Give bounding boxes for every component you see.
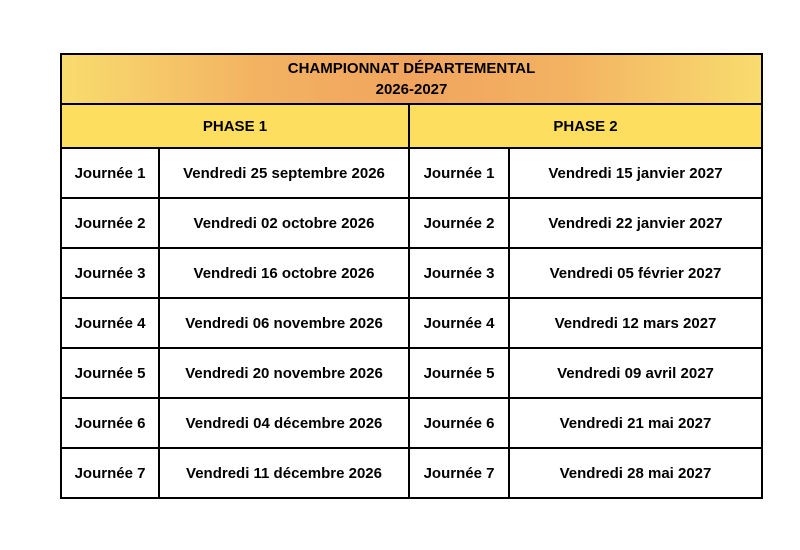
phase-2-day: Journée 4 xyxy=(409,298,509,348)
phase-1-date: Vendredi 11 décembre 2026 xyxy=(159,448,409,498)
phase-1-day: Journée 4 xyxy=(61,298,159,348)
table-row xyxy=(61,448,762,498)
title-row xyxy=(61,54,762,104)
phase-2-date: Vendredi 12 mars 2027 xyxy=(509,298,762,348)
phase-2-date: Vendredi 22 janvier 2027 xyxy=(509,198,762,248)
phase-1-header: PHASE 1 xyxy=(61,104,409,148)
table-row xyxy=(61,398,762,448)
phase-2-day: Journée 6 xyxy=(409,398,509,448)
phase-2-day: Journée 3 xyxy=(409,248,509,298)
schedule-table xyxy=(60,53,763,499)
phase-2-date: Vendredi 05 février 2027 xyxy=(509,248,762,298)
phase-2-day: Journée 7 xyxy=(409,448,509,498)
phase-1-day: Journée 6 xyxy=(61,398,159,448)
table-row xyxy=(61,248,762,298)
phase-1-date: Vendredi 02 octobre 2026 xyxy=(159,198,409,248)
table-row xyxy=(61,298,762,348)
phase-2-header: PHASE 2 xyxy=(409,104,762,148)
phase-2-date: Vendredi 15 janvier 2027 xyxy=(509,148,762,198)
phase-1-day: Journée 1 xyxy=(61,148,159,198)
phase-1-date: Vendredi 25 septembre 2026 xyxy=(159,148,409,198)
phase-2-date: Vendredi 21 mai 2027 xyxy=(509,398,762,448)
phase-1-day: Journée 7 xyxy=(61,448,159,498)
table-row xyxy=(61,198,762,248)
phase-2-date: Vendredi 28 mai 2027 xyxy=(509,448,762,498)
phase-2-day: Journée 1 xyxy=(409,148,509,198)
phase-2-date: Vendredi 09 avril 2027 xyxy=(509,348,762,398)
phase-1-day: Journée 5 xyxy=(61,348,159,398)
phase-1-day: Journée 3 xyxy=(61,248,159,298)
phase-header-row xyxy=(61,104,762,148)
phase-2-day: Journée 5 xyxy=(409,348,509,398)
table-row xyxy=(61,148,762,198)
phase-1-date: Vendredi 20 novembre 2026 xyxy=(159,348,409,398)
table-row xyxy=(61,348,762,398)
title-line-2: 2026-2027 xyxy=(375,81,448,98)
phase-1-date: Vendredi 06 novembre 2026 xyxy=(159,298,409,348)
phase-1-day: Journée 2 xyxy=(61,198,159,248)
title-line-1: CHAMPIONNAT DÉPARTEMENTAL xyxy=(287,60,536,77)
table-title xyxy=(61,54,762,104)
phase-1-date: Vendredi 16 octobre 2026 xyxy=(159,248,409,298)
phase-1-date: Vendredi 04 décembre 2026 xyxy=(159,398,409,448)
phase-2-day: Journée 2 xyxy=(409,198,509,248)
